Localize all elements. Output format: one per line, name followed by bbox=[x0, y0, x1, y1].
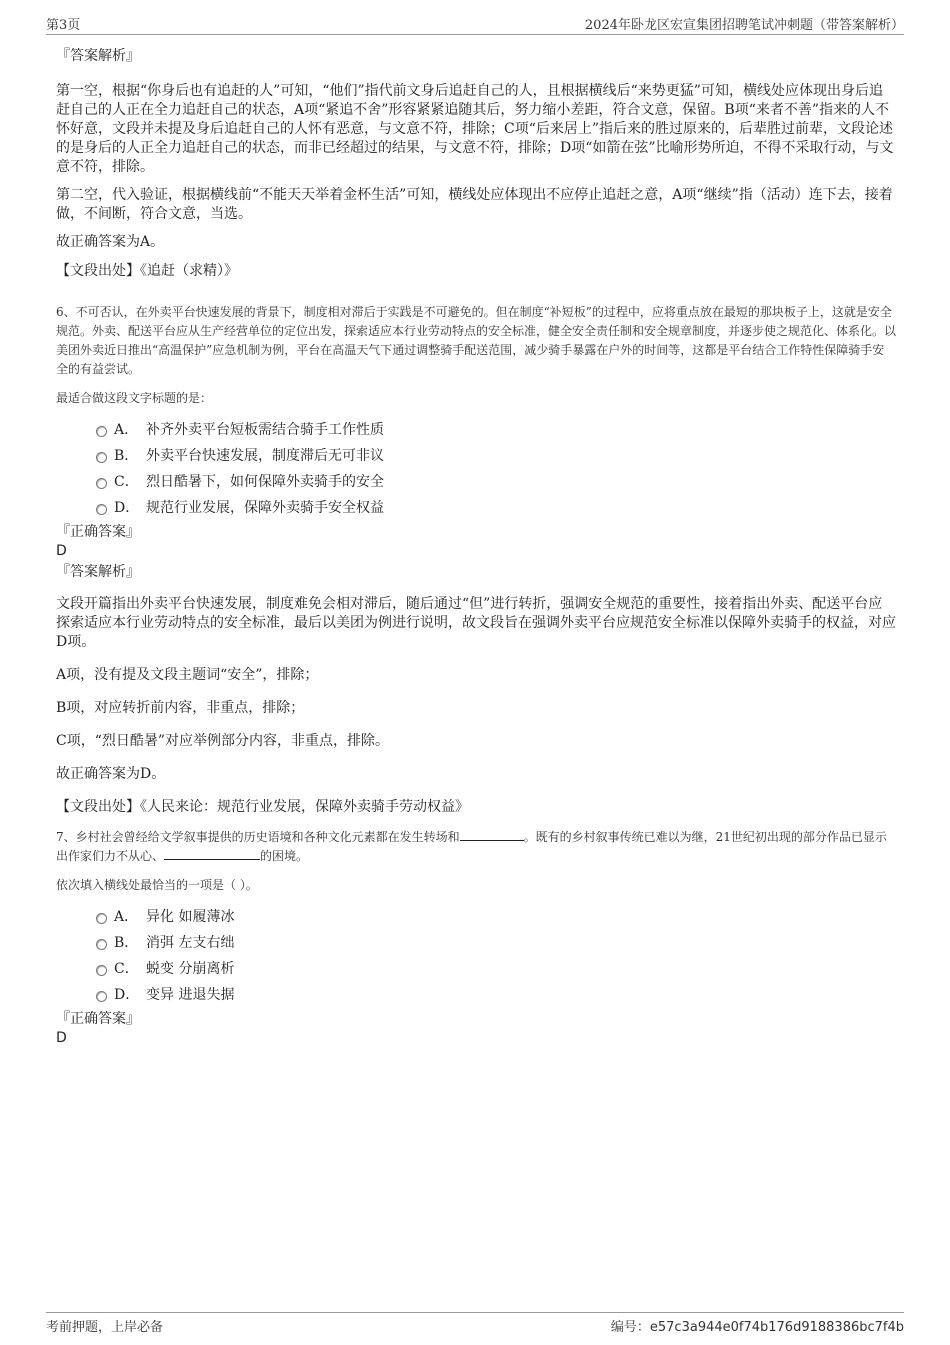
fill-blank bbox=[460, 828, 524, 841]
q7-option-c[interactable] bbox=[56, 956, 896, 982]
q7-option-b[interactable] bbox=[56, 930, 896, 956]
q6-analysis-paragraph: C项，“烈日酷暑”对应举例部分内容，非重点，排除。 bbox=[56, 733, 390, 749]
q5-analysis-paragraph: 第一空，根据“你身后也有追赶的人”可知，“他们”指代前文身后追赶自己的人，且根据横线后“来势更猛”可知，横线处应体现出身后追赶自己的人正在全力追赶自己的状态，A项“紧追不舍”形容紧紧追随其后，努力缩小差距，符合文意，保留。B项“来者不善”指来的人不怀好意，文段并未提及身后追赶自己的人怀有恶意，与文意不符，排除；C项“后来居上”指后来的胜过原来的，后辈胜过前辈，文段论述的是身后的人正全力追赶自己的状态，而非已经超过的结果，与文意不符，排除；D项“如箭在弦”比喻形势所迫，不得不采取行动，与文意不符，排除。 bbox=[56, 83, 894, 175]
q6-answer-title: 『正确答案』 bbox=[56, 524, 140, 540]
option-text: 规范行业发展，保障外卖骑手安全权益 bbox=[146, 500, 384, 516]
option-text: 外卖平台快速发展，制度滞后无可非议 bbox=[146, 448, 384, 464]
option-text: 变异 进退失据 bbox=[146, 987, 235, 1003]
radio-button[interactable] bbox=[96, 478, 107, 489]
option-text: 消弭 左支右绌 bbox=[146, 935, 235, 951]
fill-blank bbox=[164, 847, 260, 860]
q7-stem bbox=[56, 828, 896, 866]
option-text: 蜕变 分崩离析 bbox=[146, 961, 235, 977]
q6-conclusion: 故正确答案为D。 bbox=[56, 766, 166, 782]
code-label: 编号： bbox=[610, 1320, 650, 1335]
q6-analysis-paragraph: B项，对应转折前内容，非重点，排除； bbox=[56, 700, 305, 716]
page-number: 第3页 bbox=[46, 18, 81, 33]
q7-options bbox=[56, 904, 896, 1008]
option-letter: D． bbox=[114, 500, 140, 516]
option-text: 烈日酷暑下，如何保障外卖骑手的安全 bbox=[146, 474, 384, 490]
q5-conclusion: 故正确答案为A。 bbox=[56, 234, 165, 250]
radio-button[interactable] bbox=[96, 452, 107, 463]
q6-analysis-paragraph: 文段开篇指出外卖平台快速发展，制度难免会相对滞后，随后通过“但”进行转折，强调安全规范的重要性，接着指出外卖、配送平台应探索适应本行业劳动特点的安全标准，最后以美团为例进行说明，故文段旨在强调外卖平台应规范安全标准以保障外卖骑手的权益，对应D项。 bbox=[56, 596, 896, 650]
radio-button[interactable] bbox=[96, 504, 107, 515]
option-letter: B． bbox=[114, 448, 139, 464]
code-value: e57c3a944e0f74b176d9188386bc7f4b bbox=[649, 1320, 904, 1335]
option-letter: C． bbox=[114, 474, 139, 490]
radio-button[interactable] bbox=[96, 965, 107, 976]
q7-answer-title: 『正确答案』 bbox=[56, 1011, 140, 1027]
q7-answer: D bbox=[56, 1030, 67, 1046]
q6-question: 最适合做这段文字标题的是： bbox=[56, 391, 213, 405]
q6-source: 【文段出处】《人民来论：规范行业发展，保障外卖骑手劳动权益》 bbox=[56, 799, 469, 815]
option-text: 补齐外卖平台短板需结合骑手工作性质 bbox=[146, 422, 384, 438]
page-header bbox=[46, 14, 904, 35]
option-text: 异化 如履薄冰 bbox=[146, 909, 235, 925]
q7-option-d[interactable] bbox=[56, 982, 896, 1008]
q6-options bbox=[56, 417, 896, 521]
option-letter: A． bbox=[114, 422, 139, 438]
q6-analysis-paragraph: A项，没有提及文段主题词“安全”，排除； bbox=[56, 667, 319, 683]
q5-analysis-title: 『答案解析』 bbox=[56, 48, 140, 64]
q7-stem-part: 的困境。 bbox=[260, 849, 309, 863]
footer-slogan: 考前押题，上岸必备 bbox=[46, 1320, 164, 1335]
q7-stem-part: 7、乡村社会曾经给文学叙事提供的历史语境和各种文化元素都在发生转场和 bbox=[56, 830, 460, 844]
radio-button[interactable] bbox=[96, 913, 107, 924]
q6-stem: 6、不可否认，在外卖平台快速发展的背景下，制度相对滞后于实践是不可避免的。但在制度“补短板”的过程中，应将重点放在最短的那块板子上，这就是安全规范。外卖、配送平台应从生产经营单位的定位出发，探索适应本行业劳动特点的安全标准，健全安全责任制和安全规章制度，并逐步使之规范化、体系化。以美团外卖近日推出“高温保护”应急机制为例，平台在高温天气下通过调整骑手配送范围，减少骑手暴露在户外的时间等，这都是平台结合工作特性保障骑手安全的有益尝试。 bbox=[56, 305, 897, 376]
q6-analysis-title: 『答案解析』 bbox=[56, 564, 140, 580]
q7-option-a[interactable] bbox=[56, 904, 896, 930]
q5-source: 【文段出处】《追赶（求精）》 bbox=[56, 263, 238, 279]
q6-option-c[interactable] bbox=[56, 469, 896, 495]
document-title: 2024年卧龙区宏宣集团招聘笔试冲刺题（带答案解析） bbox=[584, 18, 904, 33]
option-letter: C． bbox=[114, 961, 139, 977]
q6-option-d[interactable] bbox=[56, 495, 896, 521]
q5-analysis-paragraph: 第二空，代入验证，根据横线前“不能天天举着金杯生活”可知，横线处应体现出不应停止追赶之意，A项“继续”指（活动）连下去，接着做，不间断，符合文意，当选。 bbox=[56, 187, 893, 222]
option-letter: A． bbox=[114, 909, 139, 925]
document-code bbox=[611, 1316, 904, 1335]
page-footer bbox=[46, 1312, 904, 1335]
q6-option-b[interactable] bbox=[56, 443, 896, 469]
q6-answer: D bbox=[56, 543, 67, 559]
radio-button[interactable] bbox=[96, 991, 107, 1002]
option-letter: B． bbox=[114, 935, 139, 951]
q7-question: 依次填入横线处最恰当的一项是（ ）。 bbox=[56, 878, 258, 892]
option-letter: D． bbox=[114, 987, 140, 1003]
page-content bbox=[56, 44, 896, 1047]
radio-button[interactable] bbox=[96, 939, 107, 950]
q6-option-a[interactable] bbox=[56, 417, 896, 443]
q7-stem-part: 。既有的乡村叙事传统已难以为继，21世纪初出现的部分作品已显示出作家们力不从心、 bbox=[56, 830, 887, 863]
radio-button[interactable] bbox=[96, 426, 107, 437]
